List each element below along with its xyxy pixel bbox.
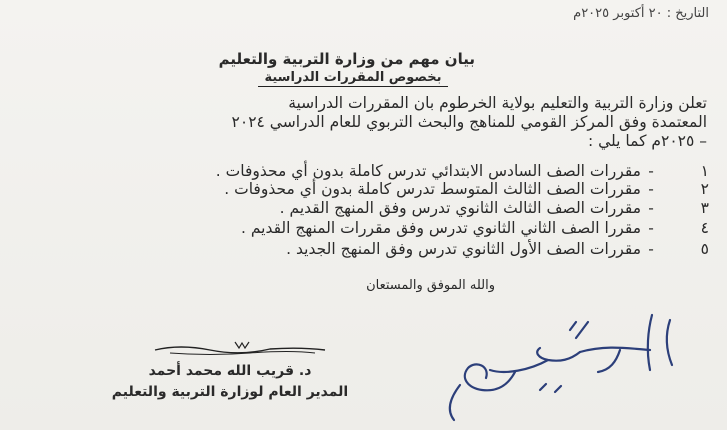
list-item-number: ٣ — [700, 199, 709, 217]
list-item-number: ٥ — [700, 240, 709, 258]
signatory-title: المدير العام لوزارة التربية والتعليم — [111, 384, 349, 400]
list-item — [286, 240, 709, 258]
list-item-dash: - — [648, 240, 654, 258]
list-item-dash: - — [648, 219, 654, 237]
list-item-text: مقررات الصف السادس الابتدائي تدرس كاملة بدون أي محذوفات . — [215, 162, 641, 180]
list-item-number: ٤ — [700, 219, 709, 237]
document-date: التاريخ : ٢٠ أكتوبر ٢٠٢٥م — [573, 6, 709, 21]
list-item-text: مقررات الصف الثالث الثانوي تدرس وفق المنهج القديم . — [279, 199, 641, 217]
closing-phrase: والله الموفق والمستعان — [366, 278, 495, 293]
body-line-2: المعتمدة وفق المركز القومي للمناهج والبحث التربوي للعام الدراسي ٢٠٢٤ — [231, 113, 707, 131]
list-item — [216, 162, 709, 180]
list-item-number: ١ — [700, 162, 709, 180]
body-line-3: – ٢٠٢٥م كما يلي : — [587, 132, 707, 150]
signature-flourish — [150, 338, 330, 358]
list-item-number: ٢ — [700, 180, 709, 198]
list-item — [280, 199, 709, 217]
list-item-text: مقررات الصف الثالث المتوسط تدرس كاملة بدون أي محذوفات . — [224, 180, 641, 198]
body-line-1: تعلن وزارة التربية والتعليم بولاية الخرطوم بان المقررات الدراسية — [288, 94, 707, 112]
list-item-text: مقررا الصف الثاني الثانوي تدرس وفق مقررات المنهج القديم . — [240, 219, 641, 237]
statement-subtitle: بخصوص المقررات الدراسية — [258, 70, 448, 87]
list-item-dash: - — [648, 199, 654, 217]
statement-title: بيان مهم من وزارة التربية والتعليم — [218, 50, 475, 68]
list-item-dash: - — [648, 180, 654, 198]
signatory-name: د. قريب الله محمد أحمد — [148, 363, 312, 379]
list-item — [224, 180, 709, 198]
handwritten-signature — [420, 290, 700, 430]
list-item-dash: - — [648, 162, 654, 180]
list-item — [241, 219, 709, 237]
list-item-text: مقررات الصف الأول الثانوي تدرس وفق المنهج الجديد . — [286, 240, 641, 258]
